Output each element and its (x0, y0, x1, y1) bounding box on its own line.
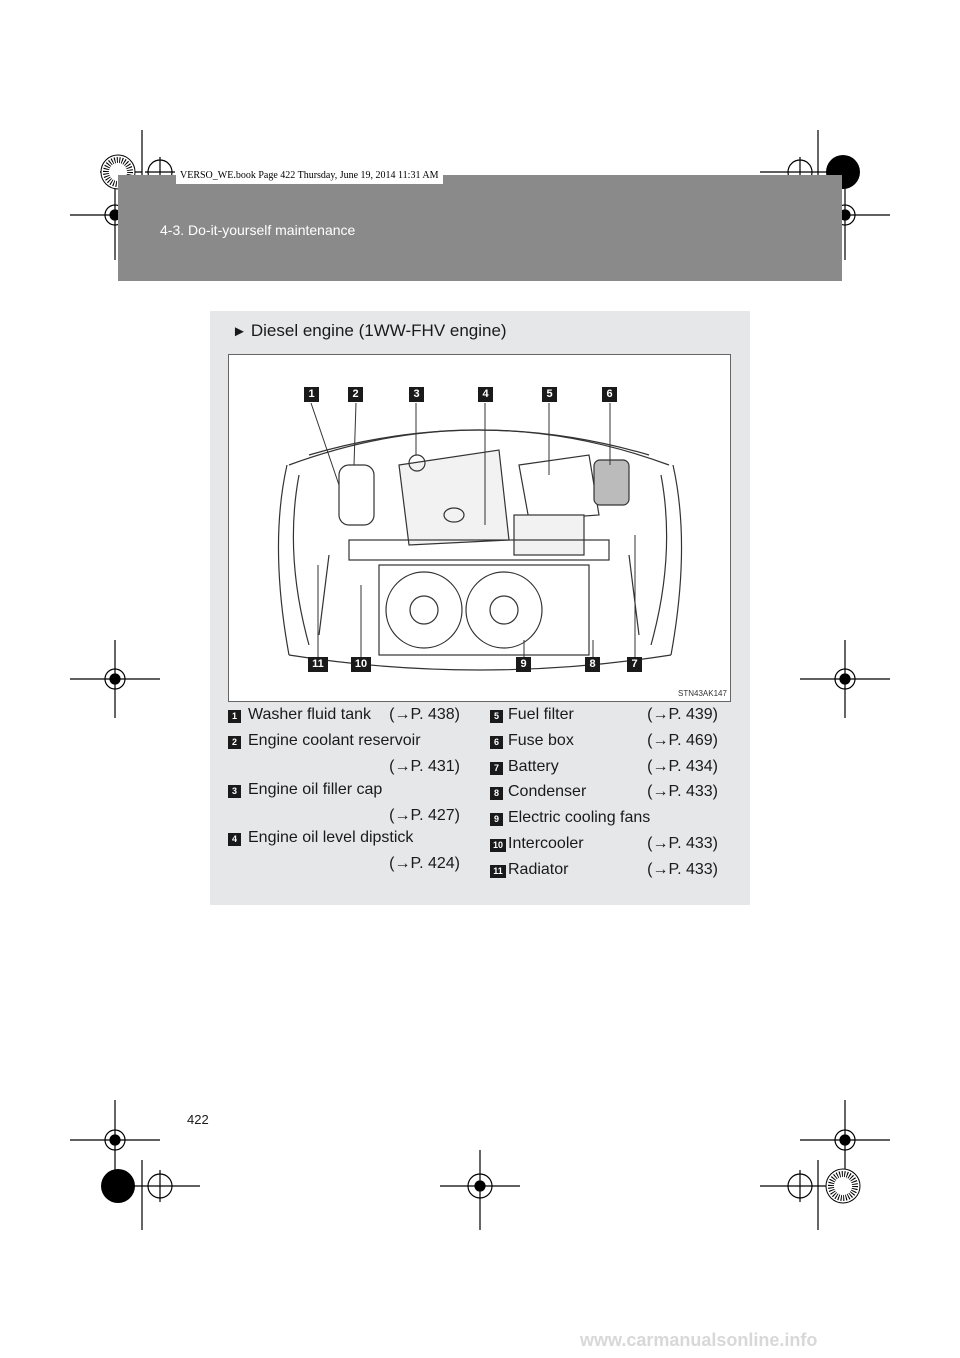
legend-item-3 (228, 781, 460, 827)
legend-label: Fuel filter (508, 706, 574, 723)
figure-code: STN43AK147 (678, 689, 727, 698)
badge-3: 3 (228, 785, 241, 798)
legend-label: Intercooler (508, 835, 584, 852)
legend-page: (→P. 433) (647, 861, 718, 878)
legend-item-1 (228, 706, 460, 728)
legend-item-6 (490, 732, 718, 754)
legend-item-10 (490, 835, 718, 857)
callout-8: 8 (585, 657, 600, 672)
heading-text: Diesel engine (1WW-FHV engine) (250, 321, 507, 340)
triangle-right-icon: ► (232, 323, 247, 340)
badge-9: 9 (490, 813, 503, 826)
legend-label: Radiator (508, 861, 569, 878)
legend-label: Fuse box (508, 732, 574, 749)
callout-2: 2 (348, 387, 363, 402)
legend-label: Engine oil level dipstick (248, 829, 414, 846)
legend-item-8 (490, 783, 718, 805)
legend-page: (→P. 433) (647, 783, 718, 800)
legend-page: (→P. 438) (389, 706, 460, 723)
legend-page: (→P. 424) (389, 855, 460, 872)
callout-6: 6 (602, 387, 617, 402)
watermark: www.carmanualsonline.info (580, 1330, 818, 1350)
badge-2: 2 (228, 736, 241, 749)
legend-label: Battery (508, 758, 559, 775)
callout-10: 10 (351, 657, 371, 672)
legend-item-9 (490, 809, 718, 831)
legend-item-2 (228, 732, 460, 778)
badge-8: 8 (490, 787, 503, 800)
callout-3: 3 (409, 387, 424, 402)
legend-item-5 (490, 706, 718, 728)
legend-page: (→P. 434) (647, 758, 718, 775)
callout-7: 7 (627, 657, 642, 672)
callout-11: 11 (308, 657, 328, 672)
page-number: 422 (187, 1112, 209, 1127)
legend-label: Engine coolant reservoir (248, 732, 421, 749)
callout-4: 4 (478, 387, 493, 402)
badge-10: 10 (490, 839, 506, 852)
badge-6: 6 (490, 736, 503, 749)
badge-11: 11 (490, 865, 506, 878)
legend-item-4 (228, 829, 460, 875)
legend-page: (→P. 431) (389, 758, 460, 775)
callout-9: 9 (516, 657, 531, 672)
callout-1: 1 (304, 387, 319, 402)
legend-page: (→P. 469) (647, 732, 718, 749)
legend-item-7 (490, 758, 718, 780)
legend-label: Electric cooling fans (508, 809, 651, 826)
legend-page: (→P. 427) (389, 807, 460, 824)
callout-5: 5 (542, 387, 557, 402)
engine-drawing (229, 355, 732, 703)
legend-label: Condenser (508, 783, 587, 800)
content-heading (232, 321, 507, 341)
badge-1: 1 (228, 710, 241, 723)
legend-label: Engine oil filler cap (248, 781, 383, 798)
engine-illustration (228, 354, 731, 702)
badge-5: 5 (490, 710, 503, 723)
legend-item-11 (490, 861, 718, 883)
badge-4: 4 (228, 833, 241, 846)
badge-7: 7 (490, 762, 503, 775)
legend-label: Washer fluid tank (248, 706, 372, 723)
print-slug: VERSO_WE.book Page 422 Thursday, June 19, 2014 11:31 AM (176, 168, 443, 184)
legend-page: (→P. 439) (647, 706, 718, 723)
legend-page: (→P. 433) (647, 835, 718, 852)
section-title: 4-3. Do-it-yourself maintenance (160, 222, 356, 238)
